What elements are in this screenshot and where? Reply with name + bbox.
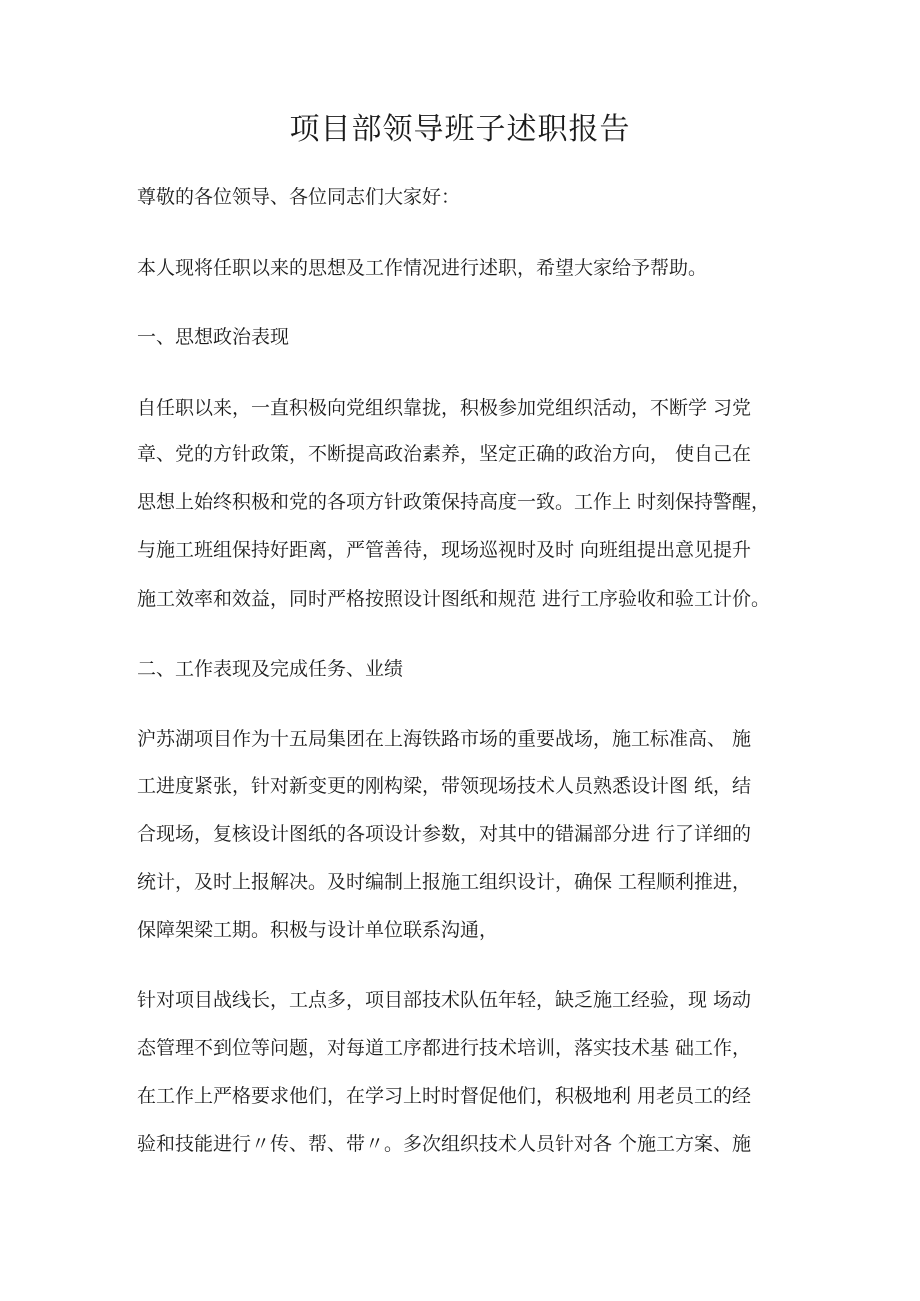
paragraph-line: 合现场，复核设计图纸的各项设计参数，对其中的错漏部分进 行了详细的 <box>137 823 752 845</box>
paragraph-line: 在工作上严格要求他们，在学习上时时督促他们，积极地利 用老员工的经 <box>137 1085 752 1107</box>
paragraph-line: 自任职以来，一直积极向党组织靠拢，积极参加党组织活动，不断学 习党 <box>137 397 752 419</box>
greeting: 尊敬的各位领导、各位同志们大家好： <box>137 186 461 208</box>
paragraph-line: 针对项目战线长，工点多，项目部技术队伍年轻，缺乏施工经验，现 场动 <box>137 989 752 1011</box>
paragraph-line: 统计，及时上报解决。及时编制上报施工组织设计，确保 工程顺利推进， <box>137 871 752 893</box>
section2-heading: 二、工作表现及完成任务、业绩 <box>137 658 404 680</box>
paragraph-line: 沪苏湖项目作为十五局集团在上海铁路市场的重要战场，施工标准高、 施 <box>137 728 752 750</box>
intro-paragraph: 本人现将任职以来的思想及工作情况进行述职，希望大家给予帮助。 <box>137 257 708 279</box>
paragraph-line: 章、党的方针政策，不断提高政治素养，坚定正确的政治方向， 使自己在 <box>137 443 752 465</box>
paragraph-line: 与施工班组保持好距离，严管善待，现场巡视时及时 向班组提出意见提升 <box>137 539 752 561</box>
section1-heading: 一、思想政治表现 <box>137 326 290 348</box>
paragraph-line: 保障架梁工期。积极与设计单位联系沟通， <box>137 919 499 941</box>
paragraph-line: 态管理不到位等问题，对每道工序都进行技术培训，落实技术基 础工作， <box>137 1037 752 1059</box>
paragraph-line: 思想上始终积极和党的各项方针政策保持高度一致。工作上 时刻保持警醒， <box>137 491 771 513</box>
document-title: 项目部领导班子述职报告 <box>289 112 631 147</box>
paragraph-line: 工进度紧张，针对新变更的刚构梁，带领现场技术人员熟悉设计图 纸，结 <box>137 775 752 797</box>
paragraph-line: 施工效率和效益，同时严格按照设计图纸和规范 进行工序验收和验工计价。 <box>137 588 771 610</box>
paragraph-line: 验和技能进行〃传、帮、带〃。多次组织技术人员针对各 个施工方案、施 <box>137 1133 752 1155</box>
